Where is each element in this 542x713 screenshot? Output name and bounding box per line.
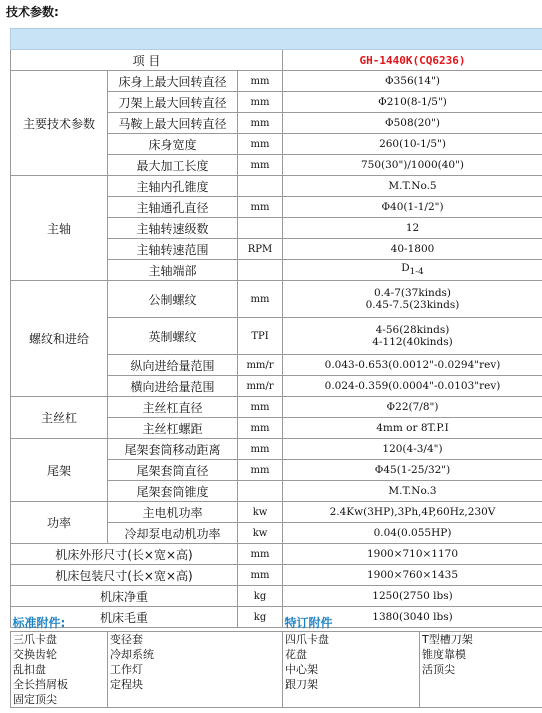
value-line: 4-56(28kinds) (375, 324, 450, 336)
unit-cell: kg (238, 607, 283, 628)
accessory-item: 中心架 (285, 663, 318, 676)
accessory-item: T型槽刀架 (422, 633, 473, 646)
unit-cell (238, 260, 283, 281)
spec-header-row (11, 50, 542, 71)
spec-row-wide (11, 586, 542, 607)
value-line: Φ210(8-1/5") (378, 96, 447, 108)
spec-row-wide (11, 544, 542, 565)
item-cell: 冷却泵电动机功率 (108, 523, 238, 544)
accessory-item: 交换齿轮 (13, 648, 57, 661)
value-line: 260(10-1/5") (379, 138, 446, 150)
standard-accessories-col2 (108, 632, 283, 708)
spec-row (11, 71, 542, 92)
value-cell (283, 239, 542, 260)
unit-cell: mm (238, 155, 283, 176)
unit-cell: mm (238, 92, 283, 113)
unit-cell: mm/r (238, 376, 283, 397)
item-cell: 尾架套筒锥度 (108, 481, 238, 502)
item-cell: 机床净重 (11, 586, 238, 607)
unit-cell (238, 176, 283, 197)
value-line: Φ22(7/8") (386, 401, 439, 413)
item-cell: 纵向进给量范围 (108, 355, 238, 376)
unit-cell: kw (238, 502, 283, 523)
unit-cell: mm (238, 134, 283, 155)
unit-cell: mm (238, 397, 283, 418)
value-cell (283, 523, 542, 544)
optional-accessories-col2 (420, 632, 542, 708)
unit-cell: mm (238, 565, 283, 586)
value-cell (283, 197, 542, 218)
standard-accessories-col1 (11, 632, 108, 708)
value-cell (283, 481, 542, 502)
accessory-item: 四爪卡盘 (285, 633, 329, 646)
value-line: 40-1800 (390, 243, 435, 255)
item-cell: 主轴转速范围 (108, 239, 238, 260)
value-cell: 1900×710×1170 (283, 544, 542, 565)
unit-cell: mm (238, 418, 283, 439)
unit-cell: TPI (238, 318, 283, 355)
value-cell: 1380(3040 lbs) (283, 607, 542, 628)
unit-cell (238, 481, 283, 502)
category-cell: 功率 (11, 502, 108, 544)
accessory-item: 锥度靠模 (422, 648, 466, 661)
value-cell (283, 397, 542, 418)
item-header: 项 目 (11, 50, 283, 71)
value-cell (283, 318, 542, 355)
unit-cell: mm (238, 71, 283, 92)
accessory-item: 全长挡屑板 (13, 678, 68, 691)
spec-row (11, 397, 542, 418)
item-cell: 机床毛重 (11, 607, 238, 628)
accessory-item: 工作灯 (110, 663, 143, 676)
value-line-2: 0.45-7.5(23kinds) (365, 299, 460, 311)
value-cell (283, 92, 542, 113)
value-cell (283, 355, 542, 376)
value-line: Φ45(1-25/32") (374, 464, 451, 476)
value-line: 750(30")/1000(40") (360, 159, 465, 171)
item-cell: 最大加工长度 (108, 155, 238, 176)
value-cell (283, 260, 542, 281)
value-cell (283, 281, 542, 318)
header-band (11, 29, 542, 50)
value-cell (283, 176, 542, 197)
item-cell: 机床包装尺寸(长×宽×高) (11, 565, 238, 586)
value-cell (283, 376, 542, 397)
value-cell (283, 218, 542, 239)
value-line: 0.043-0.653(0.0012"-0.0294"rev) (324, 359, 501, 371)
unit-cell: kw (238, 523, 283, 544)
value-line: 120(4-3/4") (382, 443, 443, 455)
value-line: 0.4-7(37kinds) (373, 287, 452, 299)
value-line: Φ40(1-1/2") (381, 201, 444, 213)
unit-cell: mm (238, 460, 283, 481)
item-cell: 尾架套筒移动距离 (108, 439, 238, 460)
item-cell: 主丝杠螺距 (108, 418, 238, 439)
accessories-table (10, 615, 542, 708)
value-line: Φ356(14") (384, 75, 441, 87)
spec-row-wide (11, 565, 542, 586)
value-cell (283, 439, 542, 460)
optional-accessories-col1 (283, 632, 420, 708)
value-subscript: 1-4 (409, 267, 424, 278)
spec-row (11, 502, 542, 523)
item-cell: 主轴转速级数 (108, 218, 238, 239)
unit-cell: mm (238, 113, 283, 134)
unit-cell: mm (238, 544, 283, 565)
optional-accessories-title: 特订附件 (284, 616, 333, 630)
value-line: M.T.No.5 (388, 180, 437, 192)
value-line: 2.4Kw(3HP),3Ph,4P,60Hz,230V (329, 506, 496, 518)
accessory-item: 三爪卡盘 (13, 633, 57, 646)
value-line: Φ508(20") (384, 117, 441, 129)
value-line: 0.024-0.359(0.0004"-0.0103"rev) (324, 380, 501, 392)
value-cell (283, 134, 542, 155)
item-cell: 马鞍上最大回转直径 (108, 113, 238, 134)
item-cell: 尾架套筒直径 (108, 460, 238, 481)
item-cell: 主轴端部 (108, 260, 238, 281)
accessory-item: 花盘 (285, 648, 307, 661)
model-name: GH-1440K(CQ6236) (283, 50, 542, 71)
value-line: 12 (405, 222, 420, 234)
spec-row (11, 281, 542, 318)
item-cell: 主轴通孔直径 (108, 197, 238, 218)
page-title: 技术参数: (6, 5, 59, 19)
value-line-2: 4-112(40kinds) (372, 336, 453, 348)
category-cell: 主轴 (11, 176, 108, 281)
item-cell: 主丝杠直径 (108, 397, 238, 418)
item-cell: 床身上最大回转直径 (108, 71, 238, 92)
unit-cell (238, 218, 283, 239)
value-line: D (401, 262, 410, 275)
spec-table (10, 28, 542, 628)
item-cell: 公制螺纹 (108, 281, 238, 318)
accessory-item: 跟刀架 (285, 678, 318, 691)
unit-cell: mm (238, 281, 283, 318)
value-line: 0.04(0.055HP) (373, 527, 452, 539)
unit-cell: RPM (238, 239, 283, 260)
standard-accessories-title: 标准附件: (12, 616, 66, 630)
value-cell (283, 502, 542, 523)
accessory-item: 固定顶尖 (13, 693, 57, 706)
item-cell: 主电机功率 (108, 502, 238, 523)
value-cell (283, 460, 542, 481)
item-cell: 横向进给量范围 (108, 376, 238, 397)
spec-row (11, 176, 542, 197)
category-cell: 螺纹和进给 (11, 281, 108, 397)
category-cell: 尾架 (11, 439, 108, 502)
item-cell: 刀架上最大回转直径 (108, 92, 238, 113)
value-cell (283, 155, 542, 176)
unit-cell: kg (238, 586, 283, 607)
item-cell: 英制螺纹 (108, 318, 238, 355)
unit-cell: mm/r (238, 355, 283, 376)
accessory-item: 乱扣盘 (13, 663, 46, 676)
value-cell (283, 418, 542, 439)
item-cell: 机床外形尺寸(长×宽×高) (11, 544, 238, 565)
accessory-item: 冷却系统 (110, 648, 154, 661)
item-cell: 床身宽度 (108, 134, 238, 155)
accessory-item: 变径套 (110, 633, 143, 646)
value-line: 4mm or 8T.P.I (376, 422, 449, 434)
unit-cell: mm (238, 439, 283, 460)
spec-row (11, 439, 542, 460)
value-cell (283, 71, 542, 92)
value-cell: 1900×760×1435 (283, 565, 542, 586)
item-cell: 主轴内孔锥度 (108, 176, 238, 197)
value-line: M.T.No.3 (388, 485, 437, 497)
category-cell: 主要技术参数 (11, 71, 108, 176)
accessory-item: 活顶尖 (422, 663, 455, 676)
value-cell: 1250(2750 lbs) (283, 586, 542, 607)
category-cell: 主丝杠 (11, 397, 108, 439)
value-cell (283, 113, 542, 134)
unit-cell: mm (238, 197, 283, 218)
accessory-item: 定程块 (110, 678, 143, 691)
